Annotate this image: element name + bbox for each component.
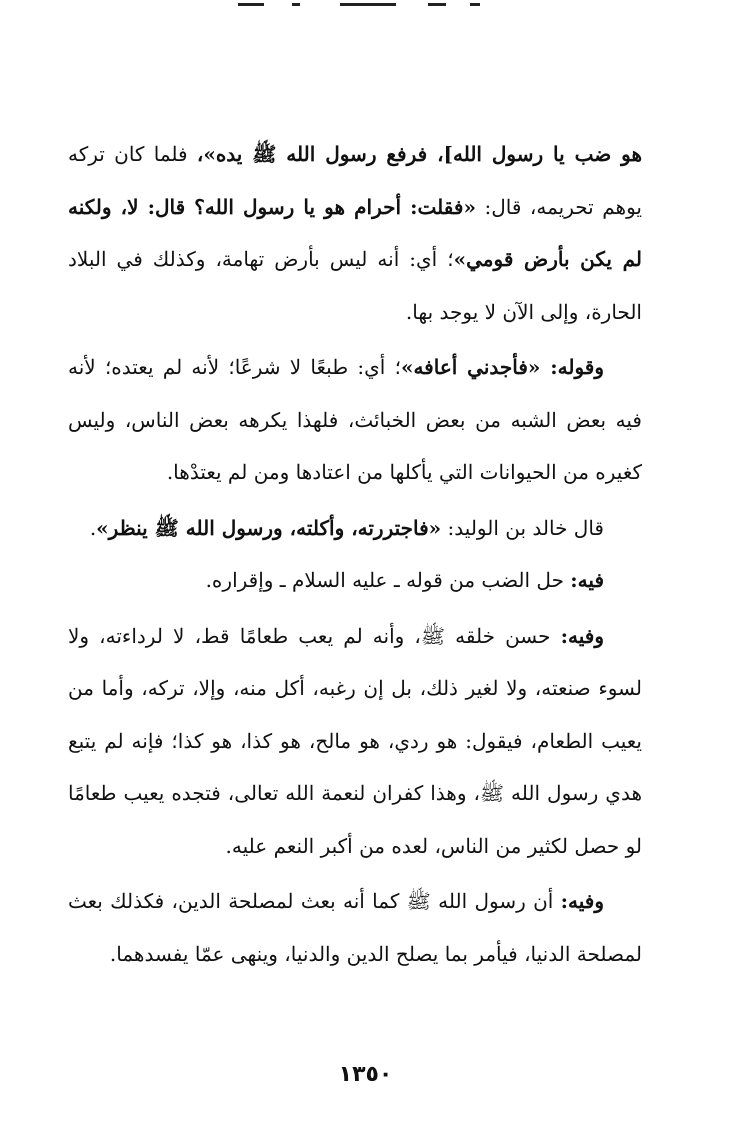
paragraph-3 [68,502,642,555]
header-rule [0,0,731,14]
text-segment: وفيه: [560,889,604,913]
text-segment: وقوله: «فأجدني أعافه» [400,355,605,379]
text-segment: حل الضب من قوله ـ عليه السلام ـ وإقراره. [205,568,571,592]
text-segment: أن رسول الله ﷺ كما أنه بعث لمصلحة الدين، فكذلك بعث لمصلحة الدنيا، فيأمر بما يصلح الدين والدنيا، وينهى عمّا يفسدهما. [68,889,642,966]
text-segment: ؛ أي: طبعًا لا شرعًا؛ لأنه لم يعتده؛ لأنه فيه بعض الشبه من بعض الخبائث، فلهذا يكرهه بعض الناس، وليس كغيره من الحيوانات التي يأكلها من اعتادها ومن لم يعتدْها. [68,355,642,484]
paragraph-1 [68,128,642,338]
text-segment: فلما كان تركه يوهم تحريمه، قال: [68,142,642,219]
page-number: ١٣٥٠ [338,1062,393,1087]
text-segment: قال خالد بن الوليد: [441,515,604,540]
text-segment: فيه: [570,568,604,592]
paragraph-4 [68,554,642,607]
text-segment: هو ضب يا رسول الله]، فرفع رسول الله ﷺ يده»، [196,142,642,166]
paragraph-6 [68,875,642,980]
text-segment: وفيه: [560,623,604,648]
text-segment: . [89,515,97,540]
text-segment: «فاجتررته، وأكلته، ورسول الله ﷺ ينظر» [96,515,442,540]
text-segment: حسن خلقه ﷺ، وأنه لم يعب طعامًا قط، لا لرداءته، ولا لسوء صنعته، ولا لغير ذلك، بل إن رغبه، أكل منه، وإلا، تركه، وأما من يعيب الطعام، فيقول: هو ردي، هو مالح، هو كذا، هو كذا؛ فإنه لم يتبع هدي رسول الله ﷺ، وهذا كفران لنعمة الله تعالى، فتجده يعيب طعامًا لو حصل لكثير من الناس، لعده من أكبر النعم عليه. [68,623,642,858]
text-segment: ؛ أي: أنه ليس بأرض تهامة، وكذلك في البلاد الحارة، وإلى الآن لا يوجد بها. [68,247,642,324]
body-text [68,128,642,980]
text-segment: «فقلت: أحرام هو يا رسول الله؟ قال: لا، ولكنه لم يكن بأرض قومي» [68,194,643,271]
paragraph-5 [68,610,642,873]
paragraph-2 [68,341,642,499]
